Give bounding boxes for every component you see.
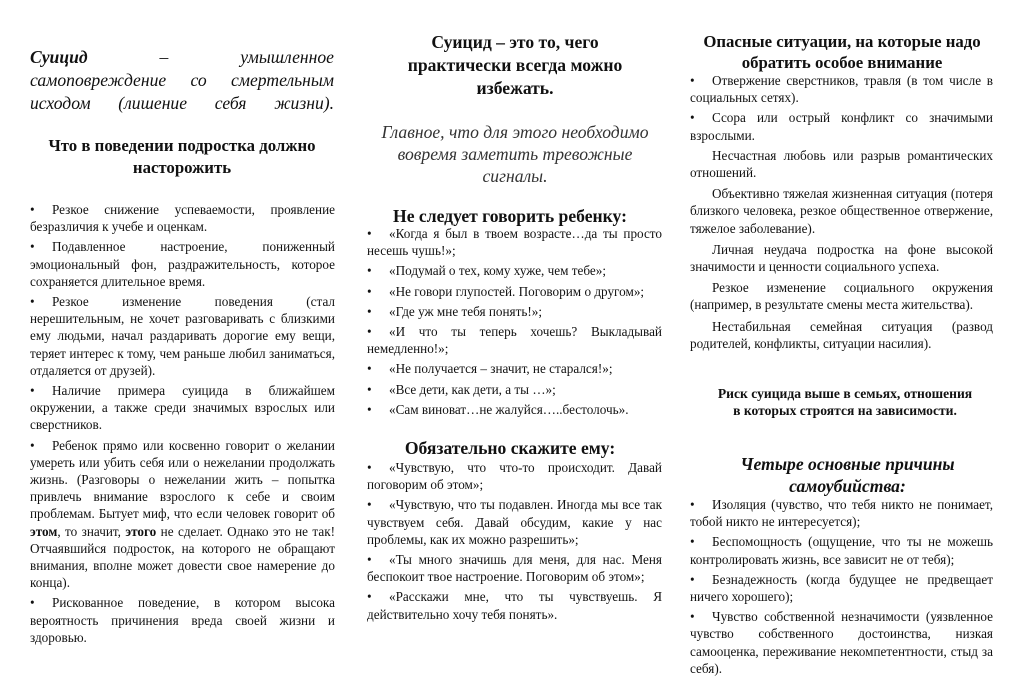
causes-list (690, 496, 993, 680)
list-item: • Изоляция (чувство, что тебя никто не понимает, тобой никто не интересуется); (690, 497, 993, 530)
list-item: • «Расскажи мне, что ты чувствуешь. Я действительно хочу тебя понять». (367, 589, 662, 622)
col2-subheading: Главное, что для этого необходимо вовремя заметить тревожные сигналы. (381, 122, 649, 186)
list-item: Объективно тяжелая жизненная ситуация (потеря близкого человека, резкое общественное отвержение, тяжелое заболевание). (690, 186, 993, 236)
list-item: • «Не говори глупостей. Поговорим о другом»; (367, 283, 645, 299)
must-say-heading: Обязательно скажите ему: (404, 438, 616, 458)
list-item: • «И что ты теперь хочешь? Выкладывай немедленно!»; (367, 324, 662, 357)
definition-dash: – (159, 47, 169, 67)
list-item: • «Не получается – значит, не старался!»; (367, 361, 613, 377)
causes-heading: Четыре основные причины самоубийства: (740, 454, 955, 496)
col1-heading: Что в поведении подростка должно насторожить (48, 136, 316, 177)
list-item: • «Сам виноват…не жалуйся…..бестолочь». (367, 401, 629, 417)
list-item: Личная неудача подростка на фоне высокой значимости и ценности социального успеха. (690, 241, 993, 275)
list-item: • Ссора или острый конфликт со значимыми взрослыми. (690, 110, 993, 143)
risk-note: Риск суицида выше в семьях, отношения в которых строятся на зависимости. (717, 386, 973, 418)
list-item: • «Чувствую, что что-то происходит. Давай поговорим об этом»; (367, 460, 662, 493)
list-item: • «Ты много значишь для меня, для нас. Меня беспокоит твое настроение. Поговорим об этом»; (367, 552, 662, 585)
list-item: • Беспомощность (ощущение, что ты не можешь контролировать жизнь, все зависит не от тебя); (690, 534, 993, 567)
suicide-definition (30, 46, 334, 115)
list-item: • Наличие примера суицида в ближайшем окружении, а также среди значимых взрослых или сверстников. (30, 383, 335, 433)
definition-text: умышленное самоповреждение со смертельным исходом (лишение себя жизни). (30, 47, 334, 113)
warning-signs-list (30, 201, 335, 649)
list-item: Несчастная любовь или разрыв романтических отношений. (690, 147, 993, 181)
must-say-list (367, 459, 662, 626)
list-item: • «Все дети, как дети, а ты …»; (367, 381, 556, 397)
definition-term: Суицид (30, 47, 88, 67)
list-item: • «Где уж мне тебя понять!»; (367, 303, 543, 319)
list-item: • Отвержение сверстников, травля (в том числе в социальных сетях). (690, 73, 993, 106)
list-item: • «Когда я был в твоем возрасте…да ты просто несешь чушь!»; (367, 226, 662, 259)
list-item: • «Чувствую, что ты подавлен. Иногда мы все так чувствуем себя. Давай обсудим, какие у нас проблемы, как их можно разрешить»; (367, 497, 662, 547)
list-item: • Подавленное настроение, пониженный эмоциональный фон, раздражительность, которое сохраняется длительное время. (30, 239, 335, 289)
list-item: • Резкое изменение поведения (стал нерешительным, не хочет разговаривать с близкими ему людьми, начал раздаривать дорогие ему вещи, теряет интерес к тому, чем раньше любил заниматься, отдаляется от друзей). (30, 294, 335, 378)
list-item: • Резкое снижение успеваемости, проявление безразличия к учебе и оценкам. (30, 202, 335, 235)
dangerous-situations-list (690, 72, 993, 356)
list-item: • Рискованное поведение, в котором высока вероятность причинения вреда своей жизни и здоровью. (30, 595, 335, 645)
list-item: • Безнадежность (когда будущее не предвещает ничего хорошего); (690, 571, 993, 605)
list-item: Резкое изменение социального окружения (например, в результате смены места жительства). (690, 280, 993, 313)
dont-say-heading: Не следует говорить ребенку: (393, 206, 627, 226)
col2-heading: Суицид – это то, чего практически всегда можно избежать. (407, 32, 623, 98)
list-item: • «Подумай о тех, кому хуже, чем тебе»; (367, 263, 607, 279)
list-item: Нестабильная семейная ситуация (развод родителей, конфликты, ситуации насилия). (690, 318, 993, 351)
list-item: • Ребенок прямо или косвенно говорит о желании умереть или убить себя или о нежелании продолжать жизнь. (Разговоры о нежелании жить – попытка привлечь внимание взрослого к себе и своим проблемам. Бытует миф, что если человек говорит об этом, то значит, этого не сделает. Однако это не так! Отчаявшийся подросток, на которого не обращают внимания, вполне может довести свое намерение до конца). (30, 437, 335, 591)
dont-say-list (367, 225, 662, 421)
list-item: • Чувство собственной незначимости (уязвленное чувство собственного достоинства, низкая самооценка, переживание некомпетентности, стыд за себя). (690, 609, 993, 676)
col3-heading: Опасные ситуации, на которые надо обратить особое внимание (703, 32, 981, 72)
